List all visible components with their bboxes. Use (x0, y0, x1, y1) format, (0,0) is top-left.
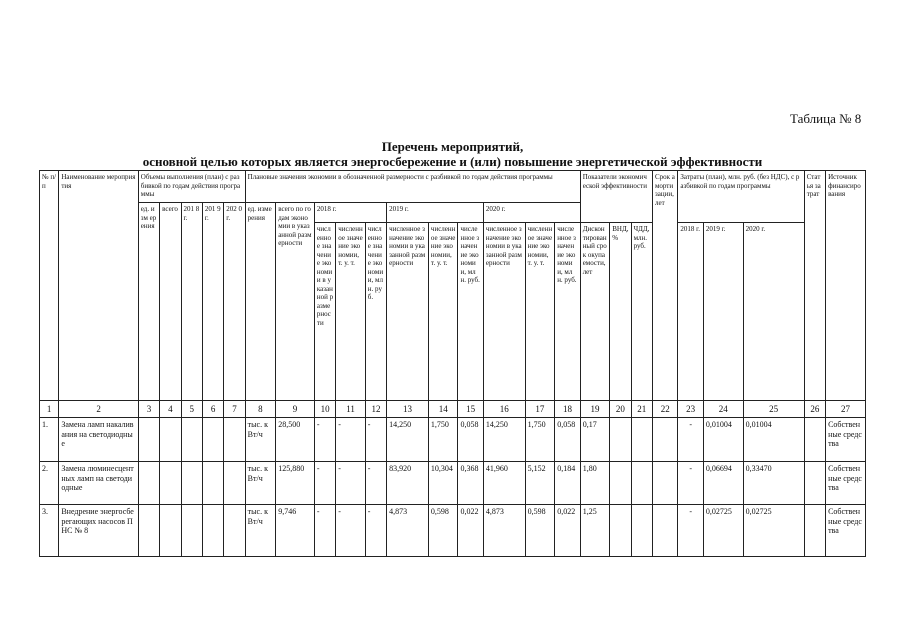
cell (202, 505, 223, 557)
cell (652, 418, 677, 462)
cell (610, 418, 631, 462)
cell (652, 505, 677, 557)
cell (224, 418, 245, 462)
row-total: 28,500 (276, 418, 315, 462)
cell (202, 462, 223, 505)
hdr-vnd: ВНД, % (610, 223, 631, 401)
cell (181, 505, 202, 557)
cell (138, 505, 159, 557)
cell: 1,25 (580, 505, 610, 557)
hdr-volumes: Объемы выполнения (план) с разбивкой по годам действия программы (138, 171, 245, 203)
hdr-chd: ЧДД, млн. руб. (631, 223, 652, 401)
row-unit: тыс. кВт/ч (245, 462, 276, 505)
hdr-costs: Затраты (план), млн. руб. (без НДС), с разбивкой по годам программы (678, 171, 804, 223)
header-row-1 (40, 171, 866, 203)
cell: - (314, 462, 335, 505)
cell (181, 418, 202, 462)
cell: 5,152 (525, 462, 555, 505)
cell (631, 462, 652, 505)
cell (804, 505, 825, 557)
cell: 4,873 (387, 505, 429, 557)
cell: - (678, 418, 703, 462)
cell: - (336, 462, 366, 505)
table-row (40, 462, 866, 505)
row-name: Замена люминесцентных ламп на светодиодные (59, 462, 138, 505)
hdr-2020-tut: численное значение экономии, т. у. т. (525, 223, 555, 401)
cell: 83,920 (387, 462, 429, 505)
col-num: 19 (580, 401, 610, 418)
col-num: 3 (138, 401, 159, 418)
cell: 10,304 (428, 462, 458, 505)
col-num: 1 (40, 401, 59, 418)
hdr-total-econ: всего по годам экономии в указанной размерности (276, 203, 315, 401)
hdr-source: Источник финансирования (826, 171, 866, 401)
col-num: 23 (678, 401, 703, 418)
hdr-2020-short: 202 0 г. (224, 203, 245, 401)
row-name: Замена ламп накаливания на светодиодные (59, 418, 138, 462)
col-num: 7 (224, 401, 245, 418)
cell (138, 418, 159, 462)
cell: 0,17 (580, 418, 610, 462)
hdr-2018-short: 201 8 г. (181, 203, 202, 401)
cell (631, 505, 652, 557)
col-num: 8 (245, 401, 276, 418)
row-unit: тыс. кВт/ч (245, 418, 276, 462)
table-row (40, 418, 866, 462)
cell (202, 418, 223, 462)
cell (610, 462, 631, 505)
row-name: Внедрение энергосберегающих насосов ПНС № 8 (59, 505, 138, 557)
col-num: 6 (202, 401, 223, 418)
cell (610, 505, 631, 557)
cell: - (314, 505, 335, 557)
cell: 0,022 (458, 505, 483, 557)
cell (652, 462, 677, 505)
column-number-row (40, 401, 866, 418)
row-source: Собственные средства (826, 418, 866, 462)
cell: 0,598 (525, 505, 555, 557)
row-no: 2. (40, 462, 59, 505)
cell: - (678, 462, 703, 505)
hdr-no: № п/п (40, 171, 59, 401)
col-num: 25 (743, 401, 804, 418)
col-num: 26 (804, 401, 825, 418)
hdr-2018: 2018 г. (314, 203, 386, 223)
col-num: 9 (276, 401, 315, 418)
col-num: 2 (59, 401, 138, 418)
hdr-planned: Плановые значения экономии в обозначенной размерности с разбивкой по годам действия программы (245, 171, 580, 203)
hdr-indicators: Показатели экономической эффективности (580, 171, 652, 223)
row-source: Собственные средства (826, 462, 866, 505)
table-row (40, 505, 866, 557)
table-number: Таблица № 8 (790, 111, 862, 126)
cell (631, 418, 652, 462)
cell: 0,01004 (743, 418, 804, 462)
hdr-payback: Срок амортизации, лет (652, 171, 677, 401)
col-num: 10 (314, 401, 335, 418)
col-num: 18 (555, 401, 581, 418)
cell: - (365, 505, 386, 557)
cell: - (365, 462, 386, 505)
col-num: 15 (458, 401, 483, 418)
hdr-discount: Дисконтированный срок окупаемости, лет (580, 223, 610, 401)
row-unit: тыс. кВт/ч (245, 505, 276, 557)
cell (160, 462, 181, 505)
cell: 0,368 (458, 462, 483, 505)
cell: 0,598 (428, 505, 458, 557)
hdr-total: всего (160, 203, 181, 401)
cell (138, 462, 159, 505)
cell: - (678, 505, 703, 557)
cell (224, 505, 245, 557)
hdr-name: Наименование мероприятия (59, 171, 138, 401)
hdr-cost-item: Статья затрат (804, 171, 825, 401)
cell: 41,960 (483, 462, 525, 505)
cell: - (314, 418, 335, 462)
hdr-cost-2020: 2020 г. (743, 223, 804, 401)
hdr-2020-econ: численное значение экономии в указанной размерности (483, 223, 525, 401)
cell: 0,01004 (703, 418, 743, 462)
hdr-cost-2018: 2018 г. (678, 223, 703, 401)
hdr-2018-tut: численное значение экономии, т. у. т. (336, 223, 366, 401)
col-num: 20 (610, 401, 631, 418)
cell (160, 505, 181, 557)
hdr-2019-rub: численное значение экономии, млн. руб. (458, 223, 483, 401)
col-num: 11 (336, 401, 366, 418)
cell: 0,022 (555, 505, 581, 557)
cell: 0,06694 (703, 462, 743, 505)
col-num: 22 (652, 401, 677, 418)
row-no: 1. (40, 418, 59, 462)
col-num: 16 (483, 401, 525, 418)
cell (804, 462, 825, 505)
row-no: 3. (40, 505, 59, 557)
col-num: 12 (365, 401, 386, 418)
cell: 1,750 (428, 418, 458, 462)
hdr-2018-rub: численное значение экономии, млн. руб. (365, 223, 386, 401)
hdr-2020: 2020 г. (483, 203, 580, 223)
cell (224, 462, 245, 505)
cell (160, 418, 181, 462)
hdr-2018-econ: численное значение экономии в указанной размерности (314, 223, 335, 401)
cell: 14,250 (483, 418, 525, 462)
hdr-2019: 2019 г. (387, 203, 484, 223)
cell: - (365, 418, 386, 462)
cell: 0,058 (555, 418, 581, 462)
col-num: 17 (525, 401, 555, 418)
col-num: 27 (826, 401, 866, 418)
col-num: 13 (387, 401, 429, 418)
cell (181, 462, 202, 505)
cell: - (336, 418, 366, 462)
cell: - (336, 505, 366, 557)
hdr-cost-2019: 2019 г. (703, 223, 743, 401)
hdr-2019-tut: численное значение экономии, т. у. т. (428, 223, 458, 401)
cell: 1,80 (580, 462, 610, 505)
col-num: 21 (631, 401, 652, 418)
title-line-2: основной целью которых является энергосбережение и (или) повышение энергетической эффективности (142, 154, 763, 169)
cell: 1,750 (525, 418, 555, 462)
hdr-unit: ед. изм ерения (138, 203, 159, 401)
row-source: Собственные средства (826, 505, 866, 557)
hdr-2019-econ: численное значение экономии в указанной размерности (387, 223, 429, 401)
col-num: 24 (703, 401, 743, 418)
hdr-unit-meas: ед. измерения (245, 203, 276, 401)
row-total: 125,880 (276, 462, 315, 505)
cell: 0,02725 (743, 505, 804, 557)
col-num: 4 (160, 401, 181, 418)
hdr-2019-short: 201 9 г. (202, 203, 223, 401)
cell: 4,873 (483, 505, 525, 557)
row-total: 9,746 (276, 505, 315, 557)
cell: 0,02725 (703, 505, 743, 557)
cell: 14,250 (387, 418, 429, 462)
col-num: 5 (181, 401, 202, 418)
cell (804, 418, 825, 462)
hdr-2020-rub: численное значение экономии, млн. руб. (555, 223, 581, 401)
measures-table (39, 170, 866, 557)
cell: 0,184 (555, 462, 581, 505)
title-line-1: Перечень мероприятий, (381, 139, 524, 154)
cell: 0,33470 (743, 462, 804, 505)
col-num: 14 (428, 401, 458, 418)
cell: 0,058 (458, 418, 483, 462)
